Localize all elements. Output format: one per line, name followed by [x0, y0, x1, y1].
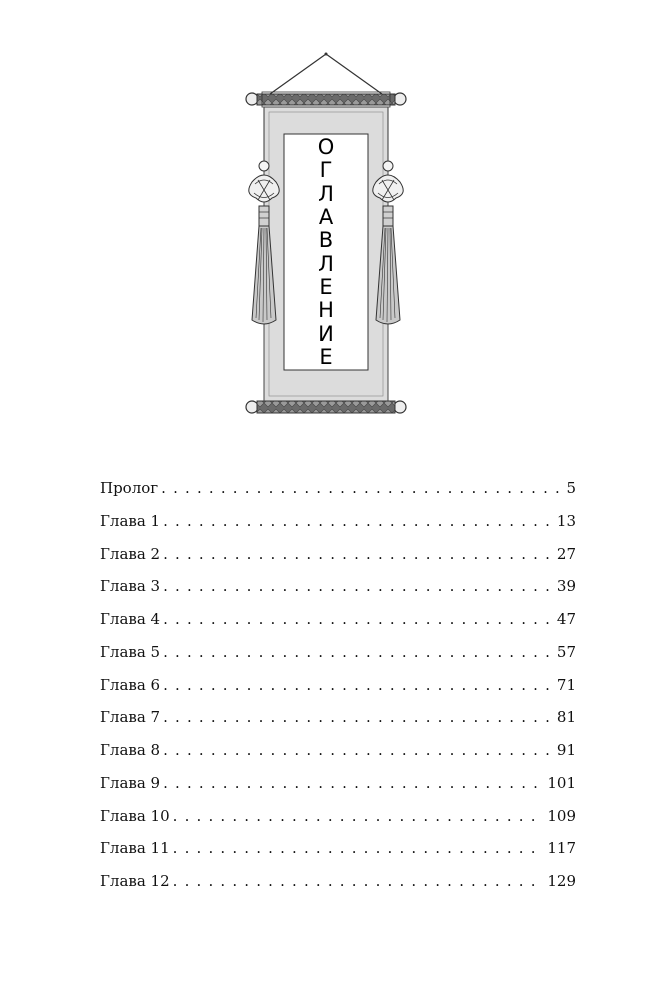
- toc-entry-page: 129: [547, 872, 576, 890]
- dot-leader: [163, 640, 554, 664]
- toc-entry-label: Глава 9: [100, 773, 161, 792]
- title-letter: А: [318, 204, 334, 229]
- dot-leader: [163, 705, 554, 729]
- dot-leader: [163, 509, 554, 533]
- dot-leader: [163, 607, 554, 631]
- toc-entry-label: Глава 10: [100, 806, 170, 825]
- toc-entry-label: Глава 5: [100, 642, 161, 661]
- toc-entry[interactable]: [100, 804, 576, 837]
- dot-leader: [173, 869, 545, 893]
- toc-entry[interactable]: [100, 640, 576, 673]
- toc-entry[interactable]: [100, 542, 576, 575]
- toc-entry-page: 91: [556, 741, 576, 759]
- top-rod-icon: [246, 92, 406, 107]
- toc-entry-label: Глава 2: [100, 544, 161, 563]
- toc-entry-page: 101: [547, 773, 576, 792]
- title-letter: Н: [318, 298, 334, 323]
- toc-entry[interactable]: [100, 738, 576, 771]
- toc-entry[interactable]: [100, 574, 576, 607]
- title-letter: О: [317, 135, 335, 159]
- toc-entry-label: Глава 8: [100, 741, 161, 759]
- dot-leader: [163, 771, 544, 795]
- toc-entry[interactable]: [100, 836, 576, 869]
- toc-entry-page: 27: [556, 544, 576, 563]
- title-letter: Г: [319, 158, 333, 183]
- table-of-contents: [100, 476, 576, 902]
- toc-entry-page: 57: [556, 642, 576, 661]
- toc-entry-page: 81: [556, 708, 576, 727]
- toc-entry[interactable]: [100, 607, 576, 640]
- toc-entry[interactable]: [100, 509, 576, 542]
- toc-entry-label: Глава 4: [100, 610, 161, 628]
- dot-leader: [163, 738, 554, 762]
- toc-entry[interactable]: [100, 705, 576, 738]
- dot-leader: [173, 804, 545, 828]
- toc-entry-page: 47: [556, 610, 576, 628]
- toc-entry[interactable]: [100, 869, 576, 902]
- toc-entry-label: Глава 3: [100, 577, 161, 596]
- title-letter: В: [318, 228, 334, 253]
- title-letter: Л: [318, 181, 334, 206]
- dot-leader: [173, 836, 545, 860]
- toc-entry[interactable]: [100, 771, 576, 804]
- bottom-rod-icon: [246, 401, 406, 413]
- toc-entry-page: 109: [547, 806, 576, 825]
- toc-entry-label: Глава 7: [100, 708, 161, 727]
- dot-leader: [163, 574, 554, 598]
- toc-entry-label: Глава 1: [100, 511, 161, 530]
- title-letter: Л: [318, 251, 334, 276]
- toc-entry-label: Глава 6: [100, 675, 161, 694]
- title-letter: Е: [319, 274, 333, 299]
- toc-entry[interactable]: [100, 673, 576, 706]
- title-letter: Е: [319, 344, 333, 369]
- dot-leader: [163, 673, 554, 697]
- toc-entry-page: 117: [547, 839, 576, 858]
- hanging-string: [270, 54, 382, 94]
- title-letter: И: [318, 321, 334, 346]
- toc-entry-page: 5: [566, 479, 576, 497]
- toc-entry-label: Глава 11: [100, 839, 170, 858]
- toc-entry[interactable]: [100, 476, 576, 509]
- toc-entry-page: 71: [556, 675, 576, 694]
- toc-entry-page: 39: [556, 577, 576, 596]
- toc-entry-label: Пролог: [100, 479, 159, 497]
- dot-leader: [161, 476, 563, 500]
- dot-leader: [163, 542, 554, 566]
- toc-entry-label: Глава 12: [100, 872, 170, 890]
- toc-entry-page: 13: [556, 511, 576, 530]
- scroll-title: [296, 136, 356, 368]
